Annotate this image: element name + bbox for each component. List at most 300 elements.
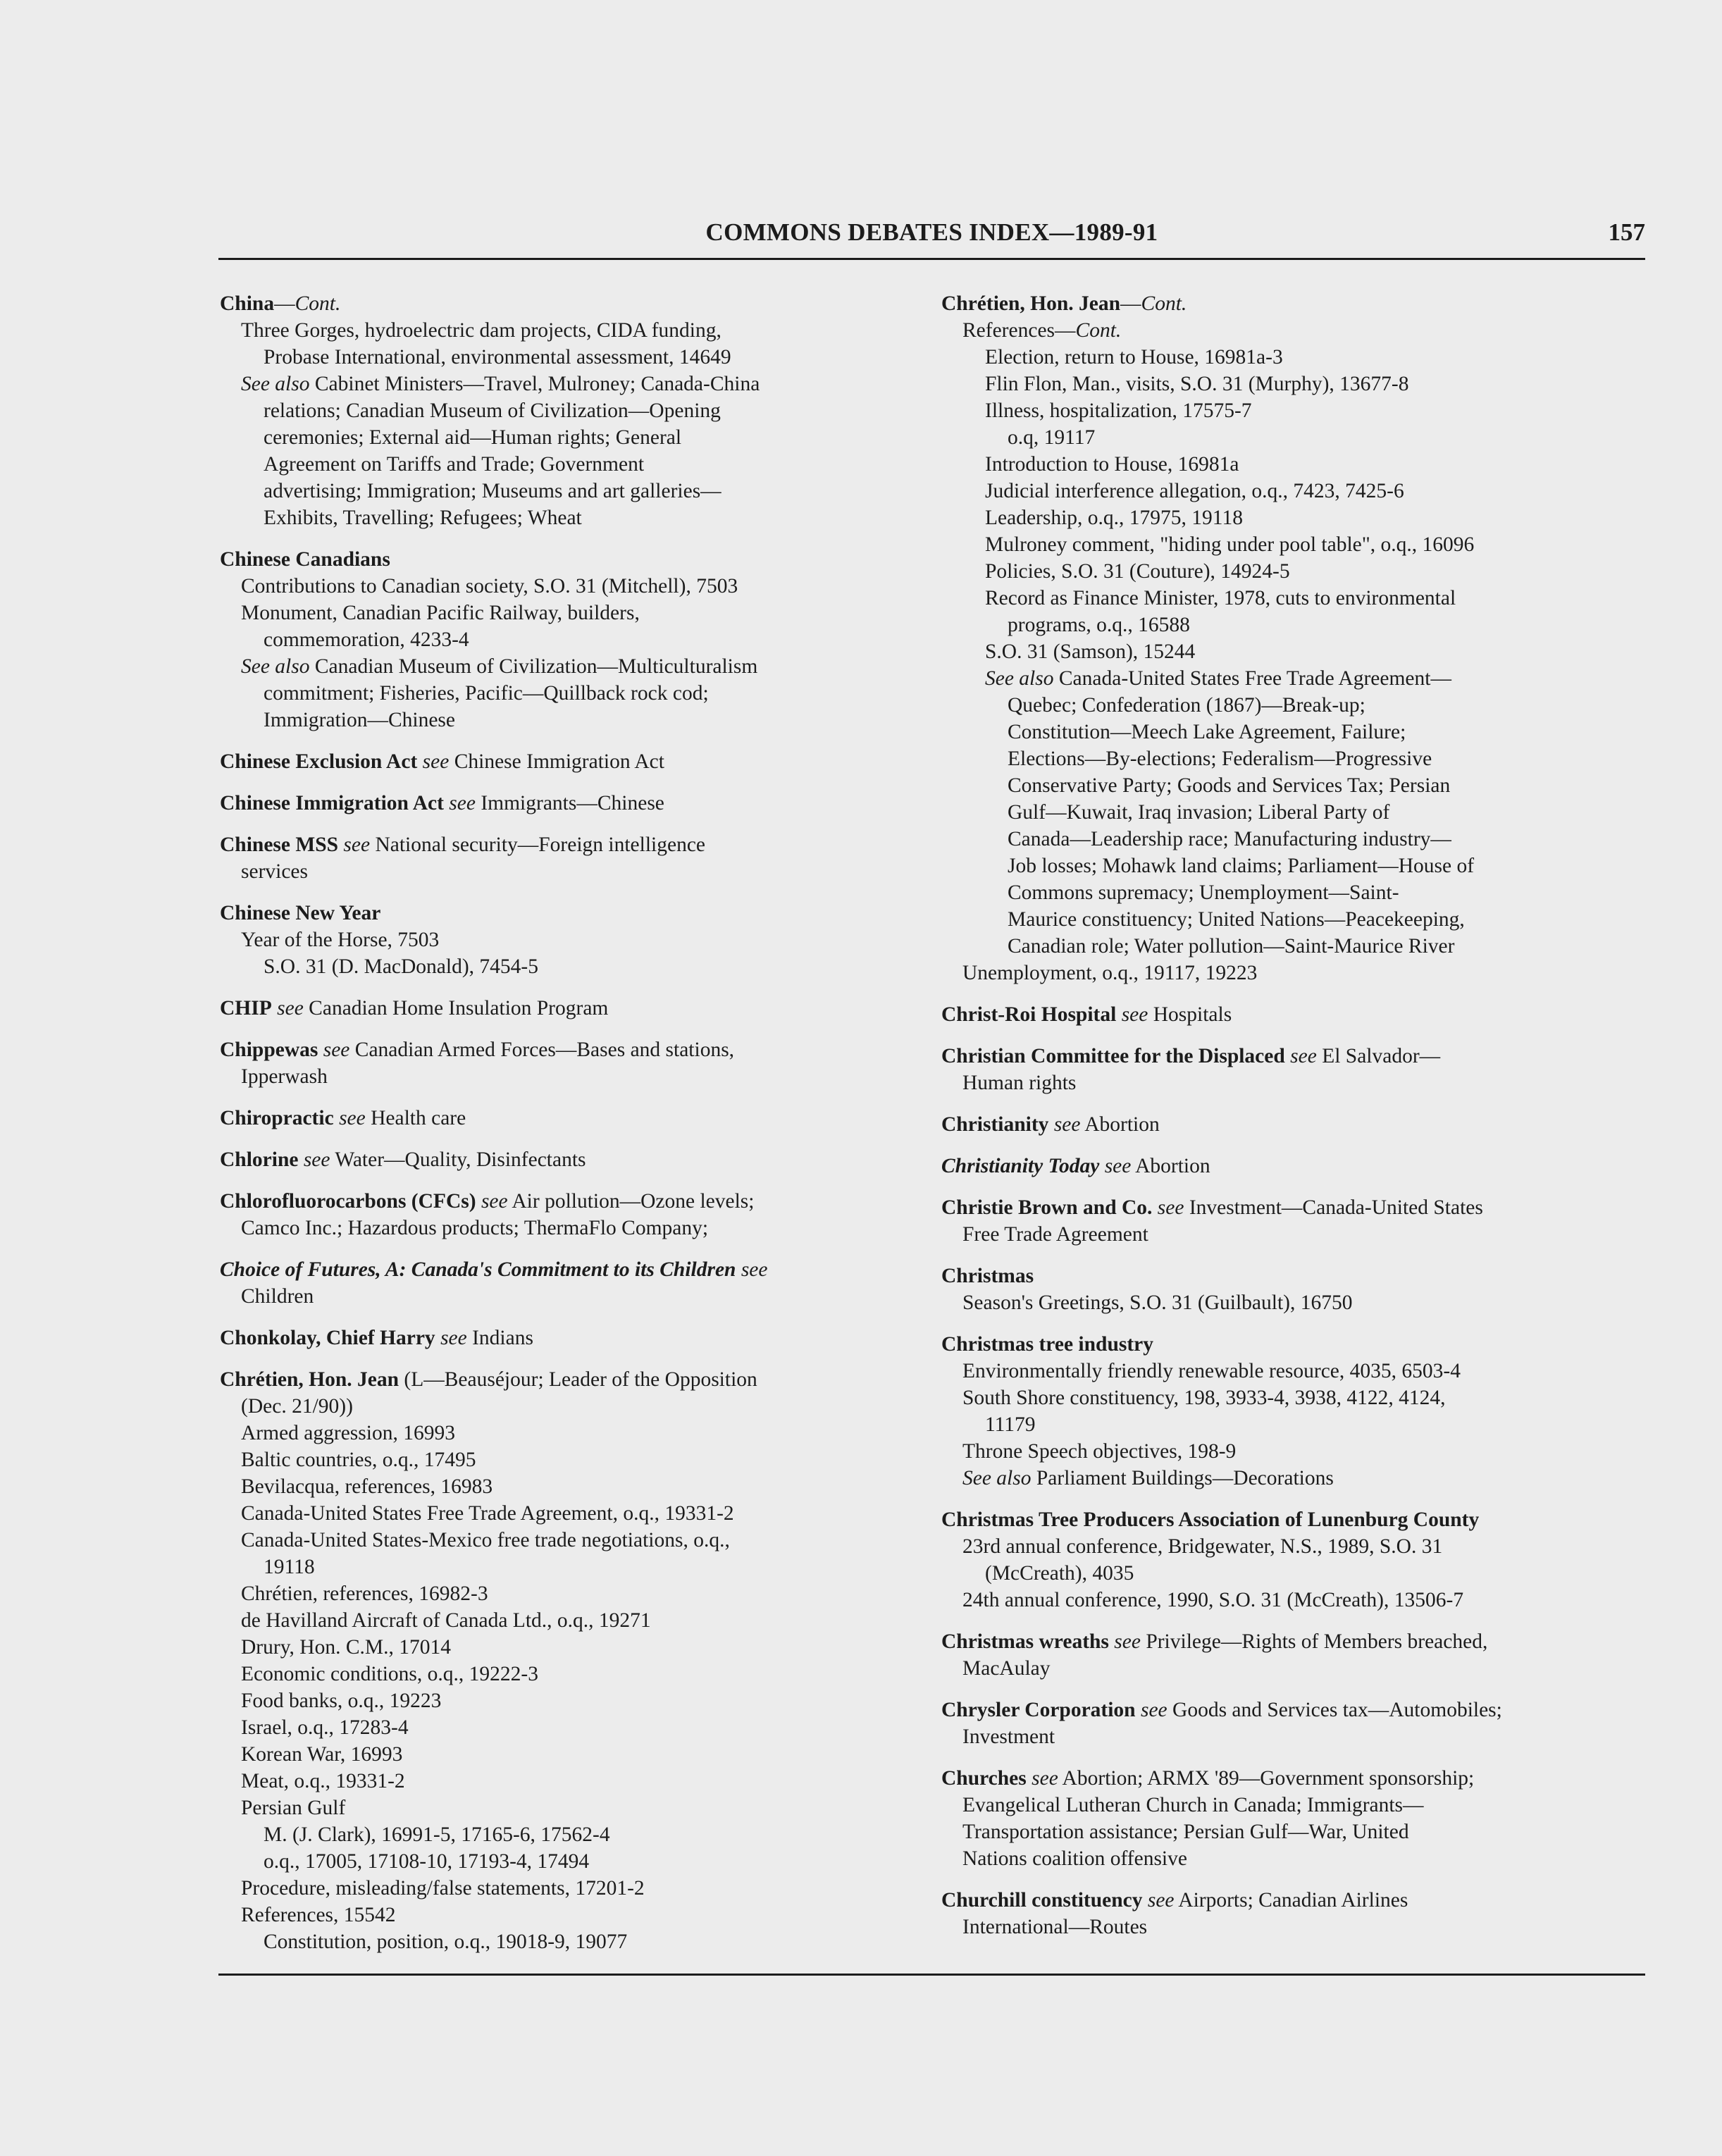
index-entry	[220, 790, 917, 817]
entry-text: (McCreath), 4035	[985, 1562, 1134, 1585]
entry-italic-text: see	[1099, 1155, 1132, 1177]
entry-text: Canada-United States Free Trade Agreement, o.q., 19331-2	[241, 1502, 734, 1525]
entry-text: (L—Beauséjour; Leader of the Opposition	[399, 1368, 757, 1391]
entry-subline	[220, 1500, 917, 1527]
entry-heading-line	[220, 1105, 917, 1132]
entry-term: Chrysler Corporation	[941, 1699, 1136, 1721]
entry-subline	[941, 665, 1646, 692]
entry-text: Unemployment, o.q., 19117, 19223	[962, 962, 1258, 984]
entry-heading-line	[941, 1194, 1646, 1221]
entry-heading-line	[220, 1366, 917, 1393]
entry-text: Illness, hospitalization, 17575-7	[985, 399, 1252, 422]
entry-subline	[220, 1902, 917, 1928]
entry-text: Privilege—Rights of Members breached,	[1140, 1630, 1488, 1653]
entry-italic-text: see	[1048, 1113, 1081, 1136]
entry-italic-text: See also	[985, 667, 1054, 690]
entry-term: Chrétien, Hon. Jean	[220, 1368, 399, 1391]
entry-text: M. (J. Clark), 16991-5, 17165-6, 17562-4	[264, 1823, 610, 1846]
entry-term: Chlorine	[220, 1148, 299, 1171]
entry-subline	[941, 826, 1646, 853]
index-entry	[941, 1194, 1646, 1248]
entry-heading-line	[941, 1001, 1646, 1028]
entry-term: Christie Brown and Co.	[941, 1196, 1153, 1219]
entry-subline	[220, 371, 917, 397]
entry-subline	[220, 1446, 917, 1473]
entry-subline	[941, 772, 1646, 799]
entry-text: Korean War, 16993	[241, 1743, 403, 1766]
entry-italic-text: see	[338, 834, 371, 856]
entry-subline	[941, 504, 1646, 531]
page-header	[218, 218, 1645, 259]
entry-subline	[941, 745, 1646, 772]
entry-subline	[220, 626, 917, 653]
entry-italic-text: see	[1284, 1045, 1317, 1067]
entry-heading-line	[941, 1331, 1646, 1358]
entry-subline	[941, 719, 1646, 745]
entry-subline	[941, 1914, 1646, 1940]
entry-heading-line	[220, 1146, 917, 1173]
index-entry	[941, 1331, 1646, 1492]
entry-text: Immigration—Chinese	[264, 709, 456, 731]
entry-term: Christian Committee for the Displaced	[941, 1045, 1285, 1067]
entry-text: Bevilacqua, references, 16983	[241, 1475, 493, 1498]
entry-text: Constitution, position, o.q., 19018-9, 19077	[264, 1931, 628, 1953]
entry-text: de Havilland Aircraft of Canada Ltd., o.q., 19271	[241, 1609, 651, 1632]
entry-subline	[941, 799, 1646, 826]
footer-rule	[218, 1974, 1645, 1976]
entry-text: o.q, 19117	[1008, 426, 1096, 449]
entry-text: Armed aggression, 16993	[241, 1422, 455, 1444]
entry-heading-line	[220, 1325, 917, 1351]
index-entry	[220, 1256, 917, 1310]
entry-text: Contributions to Canadian society, S.O. 31 (Mitchell), 7503	[241, 575, 738, 597]
entry-term: China	[220, 292, 275, 315]
entry-text: Hospitals	[1148, 1003, 1232, 1026]
entry-text: Year of the Horse, 7503	[241, 929, 440, 951]
entry-subline	[941, 397, 1646, 424]
entry-italic-text: see	[417, 750, 450, 773]
entry-text: o.q., 17005, 17108-10, 17193-4, 17494	[264, 1850, 590, 1873]
index-entry	[220, 1146, 917, 1173]
entry-italic-text: see	[271, 997, 304, 1020]
entry-subline	[941, 317, 1646, 344]
entry-heading-line	[941, 1043, 1646, 1070]
index-entry	[941, 1506, 1646, 1613]
entry-italic-text: Cont.	[295, 292, 341, 315]
entry-subline	[941, 1289, 1646, 1316]
entry-subline	[941, 906, 1646, 933]
entry-text: S.O. 31 (Samson), 15244	[985, 640, 1196, 663]
entry-text: 19118	[264, 1556, 315, 1578]
entry-text: Judicial interference allegation, o.q., 7423, 7425-6	[985, 480, 1404, 502]
entry-text: Economic conditions, o.q., 19222-3	[241, 1663, 538, 1685]
entry-text: Baltic countries, o.q., 17495	[241, 1449, 476, 1471]
index-entry	[941, 1263, 1646, 1316]
entry-term: Chinese Canadians	[220, 548, 390, 571]
entry-italic-text: see	[1108, 1630, 1141, 1653]
entry-subline	[941, 1384, 1646, 1411]
index-entry	[220, 1366, 917, 1955]
entry-text: Abortion; ARMX '89—Government sponsorship;	[1058, 1767, 1475, 1790]
entry-text: Water—Quality, Disinfectants	[330, 1148, 586, 1171]
entry-heading-line	[220, 748, 917, 775]
index-entry	[220, 1105, 917, 1132]
entry-text: Canada-United States-Mexico free trade negotiations, o.q.,	[241, 1529, 730, 1551]
entry-subline	[941, 1438, 1646, 1465]
entry-italic-text: see	[298, 1148, 330, 1171]
entry-subline	[220, 707, 917, 733]
entry-term: Chrétien, Hon. Jean	[941, 292, 1121, 315]
entry-subline	[220, 927, 917, 953]
entry-text: Evangelical Lutheran Church in Canada; Immigrants—	[962, 1794, 1424, 1816]
entry-subline	[220, 953, 917, 980]
entry-subline	[941, 451, 1646, 478]
entry-text: Canadian Museum of Civilization—Multiculturalism	[309, 655, 758, 678]
index-entry	[941, 1628, 1646, 1682]
entry-term: Chinese New Year	[220, 902, 381, 924]
index-entry	[941, 1153, 1646, 1179]
entry-term: Churches	[941, 1767, 1027, 1790]
entry-text: services	[241, 860, 309, 883]
entry-subline	[220, 397, 917, 424]
entry-italic-text: See also	[241, 655, 310, 678]
entry-term: Christmas	[941, 1265, 1034, 1287]
entry-text: Persian Gulf	[241, 1797, 346, 1819]
entry-heading-line	[941, 1111, 1646, 1138]
entry-text: commemoration, 4233-4	[264, 628, 469, 651]
entry-text: Maurice constituency; United Nations—Peacekeeping,	[1008, 908, 1465, 931]
entry-text: MacAulay	[962, 1657, 1051, 1680]
entry-heading-line	[941, 1506, 1646, 1533]
entry-italic-text: see	[736, 1258, 768, 1281]
entry-text: Meat, o.q., 19331-2	[241, 1770, 405, 1792]
entry-subline	[941, 1819, 1646, 1845]
entry-subline	[220, 1420, 917, 1446]
entry-term: CHIP	[220, 997, 272, 1020]
entry-text: South Shore constituency, 198, 3933-4, 3938, 4122, 4124,	[962, 1387, 1446, 1409]
entry-text: Chrétien, references, 16982-3	[241, 1582, 488, 1605]
entry-text: Elections—By-elections; Federalism—Progressive	[1008, 748, 1432, 770]
entry-subline	[941, 585, 1646, 612]
entry-subline	[220, 1714, 917, 1741]
entry-heading-line	[220, 290, 917, 317]
entry-italic-text: see	[476, 1190, 508, 1213]
entry-text: Conservative Party; Goods and Services Tax; Persian	[1008, 774, 1451, 797]
entry-subline	[941, 558, 1646, 585]
entry-text: Israel, o.q., 17283-4	[241, 1716, 409, 1739]
entry-subline	[941, 478, 1646, 504]
entry-heading-line	[941, 1153, 1646, 1179]
entry-text: El Salvador—	[1316, 1045, 1441, 1067]
entry-text: ceremonies; External aid—Human rights; General	[264, 426, 682, 449]
entry-subline	[220, 1928, 917, 1955]
entry-heading-line	[941, 1765, 1646, 1792]
right-column	[941, 290, 1646, 1955]
entry-term: Christmas tree industry	[941, 1333, 1153, 1356]
running-title: COMMONS DEBATES INDEX—1989-91	[705, 218, 1158, 246]
entry-text: 23rd annual conference, Bridgewater, N.S., 1989, S.O. 31	[962, 1535, 1443, 1558]
entry-text: programs, o.q., 16588	[1008, 614, 1190, 636]
entry-text: Goods and Services tax—Automobiles;	[1167, 1699, 1502, 1721]
entry-text: Gulf—Kuwait, Iraq invasion; Liberal Party of	[1008, 801, 1390, 824]
entry-text: (Dec. 21/90))	[241, 1395, 353, 1418]
index-entry	[941, 1043, 1646, 1096]
entry-italic-text: see	[435, 1327, 467, 1349]
entry-text: Canadian role; Water pollution—Saint-Maurice River	[1008, 935, 1455, 958]
index-entry	[220, 748, 917, 775]
entry-text: Investment—Canada-United States	[1184, 1196, 1483, 1219]
index-entry	[220, 546, 917, 733]
entry-subline	[941, 638, 1646, 665]
entry-subline	[941, 853, 1646, 879]
entry-heading-line	[941, 290, 1646, 317]
entry-heading-line	[220, 831, 917, 858]
entry-text: Camco Inc.; Hazardous products; ThermaFlo Company;	[241, 1217, 709, 1239]
index-entry	[941, 1697, 1646, 1750]
entry-text: Season's Greetings, S.O. 31 (Guilbault), 16750	[962, 1291, 1353, 1314]
page-number: 157	[1608, 218, 1645, 246]
entry-subline	[220, 1607, 917, 1634]
entry-text: Exhibits, Travelling; Refugees; Wheat	[264, 507, 582, 529]
entry-text: Three Gorges, hydroelectric dam projects, CIDA funding,	[241, 319, 721, 342]
entry-subline	[220, 317, 917, 344]
entry-subline	[220, 1821, 917, 1848]
entry-text: relations; Canadian Museum of Civilization—Opening	[264, 399, 721, 422]
entry-subline	[220, 1875, 917, 1902]
entry-subline	[941, 1560, 1646, 1587]
entry-text: commitment; Fisheries, Pacific—Quillback rock cod;	[264, 682, 709, 705]
entry-italic-text: see	[1152, 1196, 1184, 1219]
entry-text: Canada-United States Free Trade Agreement—	[1053, 667, 1451, 690]
entry-text: Introduction to House, 16981a	[985, 453, 1239, 476]
index-entry	[941, 1887, 1646, 1940]
entry-subline	[220, 1795, 917, 1821]
entry-text: Leadership, o.q., 17975, 19118	[985, 507, 1243, 529]
index-entry	[941, 290, 1646, 986]
entry-text: Quebec; Confederation (1867)—Break-up;	[1008, 694, 1365, 717]
entry-text: Chinese Immigration Act	[449, 750, 664, 773]
entry-subline	[220, 424, 917, 451]
entry-subline	[220, 1634, 917, 1661]
index-entry	[220, 900, 917, 980]
entry-text: Canadian Armed Forces—Bases and stations,	[349, 1039, 735, 1061]
entry-term: Chlorofluorocarbons (CFCs)	[220, 1190, 476, 1213]
entry-heading-line	[220, 1256, 917, 1283]
index-entry	[941, 1111, 1646, 1138]
entry-heading-line	[220, 1036, 917, 1063]
index-entry	[220, 1188, 917, 1241]
entry-text: Constitution—Meech Lake Agreement, Failure;	[1008, 721, 1406, 743]
entry-subline	[220, 1580, 917, 1607]
entry-subline	[941, 933, 1646, 960]
entry-term: Choice of Futures, A: Canada's Commitment to its Children	[220, 1258, 736, 1281]
entry-text: Probase International, environmental assessment, 14649	[264, 346, 731, 368]
entry-subline	[220, 1848, 917, 1875]
entry-italic-text: see	[333, 1107, 366, 1129]
entry-term: Christ-Roi Hospital	[941, 1003, 1117, 1026]
entry-text: Health care	[365, 1107, 466, 1129]
entry-heading-line	[220, 995, 917, 1022]
entry-text: Parliament Buildings—Decorations	[1031, 1467, 1334, 1489]
index-entry	[941, 1001, 1646, 1028]
entry-text: Indians	[466, 1327, 533, 1349]
entry-text: Canadian Home Insulation Program	[303, 997, 609, 1020]
entry-text: Children	[241, 1285, 314, 1308]
entry-subline	[220, 858, 917, 885]
entry-text: —	[1120, 292, 1141, 315]
entry-subline	[220, 1741, 917, 1768]
entry-subline	[220, 344, 917, 371]
entry-subline	[220, 680, 917, 707]
entry-heading-line	[941, 1263, 1646, 1289]
index-entry	[941, 1765, 1646, 1872]
entry-subline	[220, 1554, 917, 1580]
entry-term: Christianity Today	[941, 1155, 1100, 1177]
entry-subline	[220, 478, 917, 504]
entry-subline	[941, 1845, 1646, 1872]
entry-subline	[220, 573, 917, 600]
header-rule	[218, 258, 1645, 260]
left-column	[220, 290, 917, 1970]
entry-term: Chonkolay, Chief Harry	[220, 1327, 435, 1349]
entry-text: Monument, Canadian Pacific Railway, builders,	[241, 602, 640, 624]
entry-text: Election, return to House, 16981a-3	[985, 346, 1283, 368]
entry-subline	[941, 1587, 1646, 1613]
entry-subline	[941, 1533, 1646, 1560]
index-entry	[220, 290, 917, 531]
entry-text: Cabinet Ministers—Travel, Mulroney; Canada-China	[309, 373, 760, 395]
entry-text: Agreement on Tariffs and Trade; Government	[264, 453, 645, 476]
entry-subline	[220, 653, 917, 680]
entry-text: 11179	[985, 1413, 1036, 1436]
entry-subline	[220, 600, 917, 626]
entry-subline	[941, 1070, 1646, 1096]
entry-subline	[941, 1723, 1646, 1750]
entry-heading-line	[941, 1697, 1646, 1723]
entry-italic-text: see	[1142, 1889, 1175, 1912]
entry-term: Chippewas	[220, 1039, 318, 1061]
entry-subline	[220, 1283, 917, 1310]
index-entry	[220, 1325, 917, 1351]
entry-text: Drury, Hon. C.M., 17014	[241, 1636, 451, 1659]
entry-italic-text: see	[1116, 1003, 1148, 1026]
entry-text: Immigrants—Chinese	[475, 792, 664, 814]
entry-text: Record as Finance Minister, 1978, cuts to environmental	[985, 587, 1456, 609]
entry-term: Chinese Exclusion Act	[220, 750, 418, 773]
entry-subline	[941, 424, 1646, 451]
entry-subline	[220, 451, 917, 478]
entry-heading-line	[941, 1628, 1646, 1655]
entry-subline	[941, 879, 1646, 906]
entry-italic-text: Cont.	[1075, 319, 1122, 342]
entry-text: References, 15542	[241, 1904, 396, 1926]
entry-term: Chinese MSS	[220, 834, 339, 856]
entry-text: Air pollution—Ozone levels;	[507, 1190, 755, 1213]
entry-subline	[941, 344, 1646, 371]
entry-text: Free Trade Agreement	[962, 1223, 1148, 1246]
entry-subline	[220, 1393, 917, 1420]
entry-italic-text: see	[318, 1039, 350, 1061]
entry-term: Churchill constituency	[941, 1889, 1143, 1912]
entry-text: References—	[962, 319, 1076, 342]
entry-text: 24th annual conference, 1990, S.O. 31 (McCreath), 13506-7	[962, 1589, 1464, 1611]
entry-subline	[220, 1063, 917, 1090]
index-entry	[220, 831, 917, 885]
entry-text: Environmentally friendly renewable resource, 4035, 6503-4	[962, 1360, 1461, 1382]
entry-subline	[941, 1411, 1646, 1438]
entry-subline	[220, 1768, 917, 1795]
entry-subline	[941, 1792, 1646, 1819]
entry-heading-line	[941, 1887, 1646, 1914]
entry-text: Abortion	[1080, 1113, 1160, 1136]
index-entry	[220, 995, 917, 1022]
entry-text: advertising; Immigration; Museums and art galleries—	[264, 480, 721, 502]
entry-italic-text: Cont.	[1141, 292, 1187, 315]
entry-subline	[941, 1655, 1646, 1682]
entry-italic-text: see	[1135, 1699, 1167, 1721]
entry-text: Canada—Leadership race; Manufacturing industry—	[1008, 828, 1451, 850]
entry-term: Christianity	[941, 1113, 1049, 1136]
entry-text: Abortion	[1131, 1155, 1210, 1177]
entry-subline	[941, 371, 1646, 397]
entry-term: Christmas Tree Producers Association of Lunenburg County	[941, 1508, 1480, 1531]
entry-subline	[941, 692, 1646, 719]
entry-italic-text: See also	[962, 1467, 1032, 1489]
entry-text: Nations coalition offensive	[962, 1847, 1187, 1870]
entry-italic-text: See also	[241, 373, 310, 395]
entry-text: Investment	[962, 1726, 1055, 1748]
entry-subline	[941, 1358, 1646, 1384]
entry-term: Chiropractic	[220, 1107, 334, 1129]
entry-subline	[220, 1661, 917, 1687]
entry-text: Mulroney comment, "hiding under pool table", o.q., 16096	[985, 533, 1475, 556]
entry-subline	[941, 612, 1646, 638]
entry-text: International—Routes	[962, 1916, 1148, 1938]
entry-heading-line	[220, 900, 917, 927]
entry-term: Chinese Immigration Act	[220, 792, 444, 814]
entry-text: Procedure, misleading/false statements, 17201-2	[241, 1877, 645, 1900]
entry-term: Christmas wreaths	[941, 1630, 1109, 1653]
entry-text: Human rights	[962, 1072, 1077, 1094]
entry-text: Policies, S.O. 31 (Couture), 14924-5	[985, 560, 1290, 583]
entry-subline	[220, 1687, 917, 1714]
entry-subline	[941, 531, 1646, 558]
entry-text: Food banks, o.q., 19223	[241, 1690, 442, 1712]
entry-text: Airports; Canadian Airlines	[1174, 1889, 1408, 1912]
index-entry	[220, 1036, 917, 1090]
entry-text: Flin Flon, Man., visits, S.O. 31 (Murphy), 13677-8	[985, 373, 1409, 395]
entry-text: Transportation assistance; Persian Gulf—War, United	[962, 1821, 1409, 1843]
entry-subline	[220, 504, 917, 531]
entry-subline	[941, 960, 1646, 986]
entry-text: Commons supremacy; Unemployment—Saint-	[1008, 881, 1399, 904]
entry-subline	[941, 1465, 1646, 1492]
entry-italic-text: see	[1026, 1767, 1058, 1790]
entry-subline	[220, 1527, 917, 1554]
entry-heading-line	[220, 546, 917, 573]
entry-subline	[220, 1473, 917, 1500]
entry-subline	[220, 1215, 917, 1241]
entry-text: —	[274, 292, 295, 315]
entry-text: Ipperwash	[241, 1065, 328, 1088]
entry-text: S.O. 31 (D. MacDonald), 7454-5	[264, 955, 538, 978]
entry-subline	[941, 1221, 1646, 1248]
entry-text: Throne Speech objectives, 198-9	[962, 1440, 1237, 1463]
entry-heading-line	[220, 790, 917, 817]
entry-italic-text: see	[443, 792, 476, 814]
entry-text: National security—Foreign intelligence	[370, 834, 706, 856]
entry-text: Job losses; Mohawk land claims; Parliament—House of	[1008, 855, 1475, 877]
